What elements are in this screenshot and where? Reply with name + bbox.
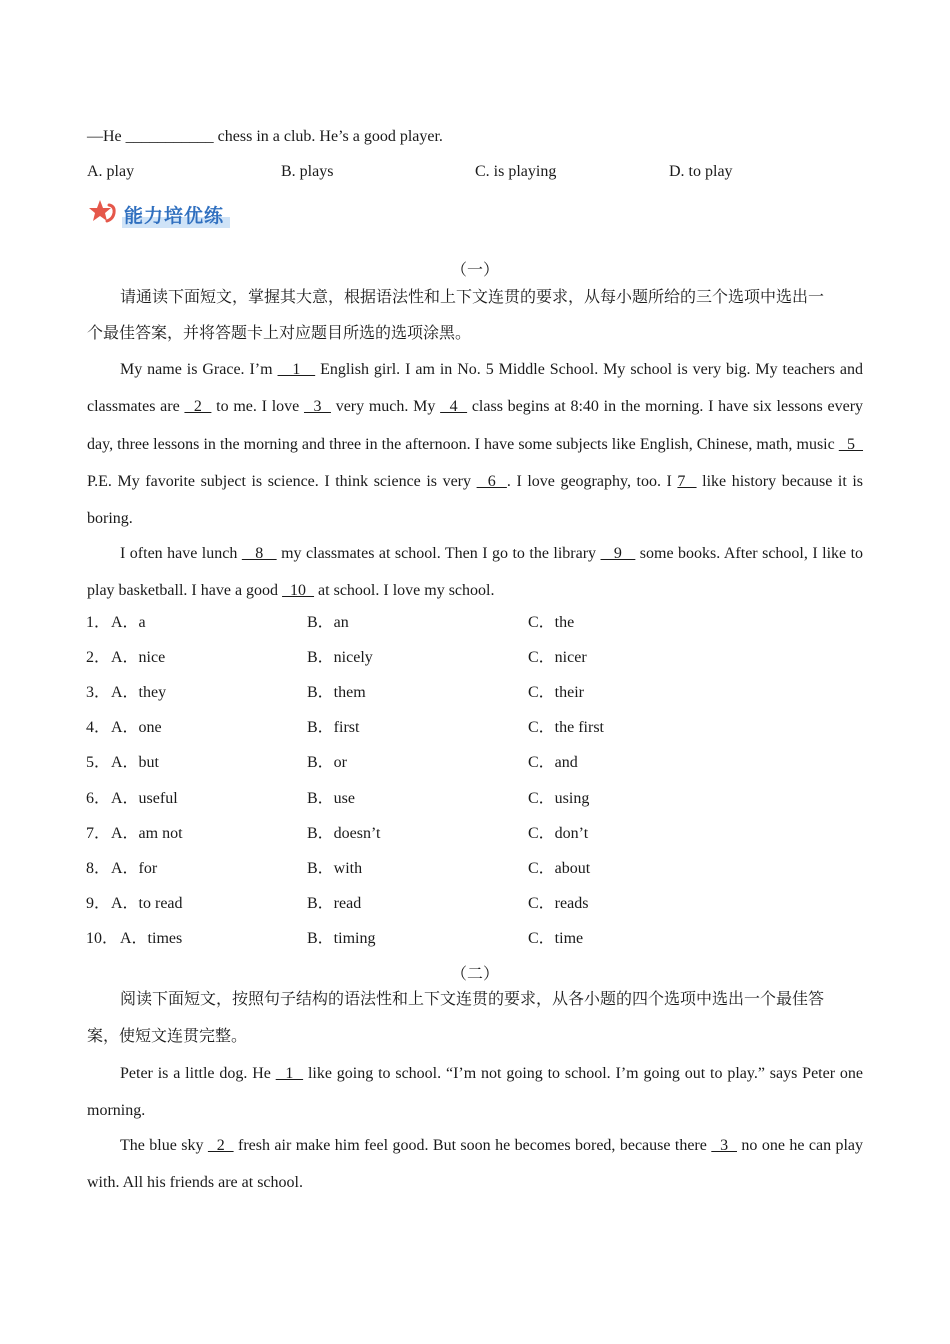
part1-p2-blank: 8	[241, 545, 277, 562]
part1-p1-blank: 4	[440, 398, 468, 416]
question-number: 9．	[86, 894, 111, 912]
question-option-c: C．reads	[528, 894, 589, 912]
question-option-a: A．am not	[111, 824, 183, 842]
question-option-c: C．nicer	[528, 649, 587, 667]
part2-p2-blank: 2	[207, 1137, 234, 1154]
question-option-c: C．the	[528, 614, 575, 631]
part1-p2-blank: 9	[600, 545, 636, 562]
question-option-b: B．them	[307, 684, 366, 702]
section-badge	[88, 199, 230, 229]
part1-paragraph1	[87, 351, 863, 537]
part2-instruction-line1: 阅读下面短文，按照句子结构的语法性和上下文连贯的要求，从各小题的四个选项中选出一个最佳答	[120, 991, 825, 1008]
part2-p1-text: like going to school. “I’m not going to school. I’m going out to play.” says Peter one morning.	[87, 1065, 864, 1119]
question-option-b: B．timing	[307, 929, 376, 947]
part1-p2-blank: 10	[282, 582, 315, 599]
question-option-b: B．an	[307, 614, 349, 631]
part2-p2-text: The blue sky	[120, 1137, 208, 1154]
question-option-b: B．read	[307, 894, 362, 912]
part1-p1-text: class begins at 8:40 in the morning. I have six lessons every day, three lessons in the morning and three in the afternoon. I have some subjects like English, Chinese, math, music	[87, 398, 864, 453]
part1-p2-text: I often have lunch	[120, 545, 242, 562]
part2-p1-text: Peter is a little dog. He	[120, 1065, 276, 1082]
question-number: 3．	[86, 684, 111, 702]
part1-p1-text: P.E. My favorite subject is science. I think science is very	[87, 472, 477, 490]
part1-heading: （一）	[450, 262, 499, 279]
question-number: 7．	[86, 824, 111, 842]
question-option-a: A．one	[111, 719, 162, 737]
part1-p1-blank: 2	[184, 398, 212, 416]
option-c: C. is playing	[475, 163, 557, 180]
part1-p1-blank: 3	[303, 398, 331, 416]
question-number: 1．	[86, 614, 111, 631]
question-option-a: A．times	[120, 929, 183, 947]
question-option-a: A．nice	[111, 649, 166, 667]
question-option-b: B．nicely	[307, 649, 373, 667]
question-option-b: B．with	[307, 859, 363, 877]
option-b: B. plays	[281, 163, 334, 180]
question-option-a: A．but	[111, 754, 160, 772]
part1-p2-text: at school. I love my school.	[314, 582, 495, 599]
part1-p2-text: my classmates at school. Then I go to the library	[276, 545, 601, 562]
question-option-c: C．and	[528, 754, 578, 772]
question-option-a: A．useful	[111, 789, 178, 807]
part1-p2-text: some books. After school, I like to play basketball. I have a good	[87, 545, 864, 599]
question-option-a: A．for	[111, 859, 158, 877]
star-icon	[88, 199, 118, 230]
part1-p1-text: English girl. I am in No. 5 Middle School. My school is very big. My teachers and classmates are	[87, 361, 864, 416]
part1-p1-text: very much. My	[330, 398, 441, 416]
question-number: 10．	[86, 929, 119, 947]
question-number: 6．	[86, 789, 111, 807]
part2-p2-text: no one he can play with. All his friends are at school.	[87, 1137, 864, 1191]
question-number: 5．	[86, 754, 111, 772]
part2-paragraph1	[87, 1055, 863, 1129]
part1-p1-blank: 7	[677, 472, 697, 490]
question-option-a: A．a	[111, 614, 146, 631]
question-option-c: C．time	[528, 929, 584, 947]
part1-instruction-line2: 个最佳答案，并将答题卡上对应题目所选的选项涂黑。	[87, 325, 472, 342]
section-title: 能力培优练	[122, 201, 230, 228]
part1-p1-text: My name is Grace. I’m	[120, 361, 278, 378]
part2-p1-blank: 1	[275, 1065, 304, 1082]
question-option-c: C．using	[528, 789, 590, 807]
option-d: D. to play	[669, 163, 733, 180]
question-number: 4．	[86, 719, 111, 737]
part1-p1-text: like history because it is boring.	[87, 472, 864, 528]
question-number: 8．	[86, 859, 111, 877]
part1-p1-text: . I love geography, too. I	[506, 472, 678, 490]
part1-p1-blank: 1	[277, 361, 316, 378]
question-option-c: C．about	[528, 859, 591, 877]
question-option-b: B．doesn’t	[307, 824, 381, 842]
part2-p2-text: fresh air make him feel good. But soon he becomes bored, because there	[233, 1137, 712, 1154]
part2-heading: （二）	[450, 966, 499, 983]
part1-p1-blank: 6	[476, 472, 507, 490]
part2-instruction-line2: 案，使短文连贯完整。	[87, 1028, 248, 1045]
option-a: A. play	[87, 163, 135, 180]
question-option-b: B．first	[307, 719, 360, 737]
part1-p1-blank: 5	[838, 435, 864, 453]
part1-p1-text: to me. I love	[211, 398, 304, 416]
question-option-b: B．use	[307, 789, 356, 807]
question-option-c: C．don’t	[528, 824, 589, 842]
part1-instruction-line1: 请通读下面短文，掌握其大意，根据语法性和上下文连贯的要求，从每小题所给的三个选项中选出一	[120, 289, 825, 306]
part2-paragraph2	[87, 1127, 863, 1201]
part2-p2-blank: 3	[711, 1137, 737, 1154]
question-option-c: C．the first	[528, 719, 604, 737]
question-option-a: A．to read	[111, 894, 183, 912]
question-number: 2．	[86, 649, 111, 667]
question-option-c: C．their	[528, 684, 584, 702]
question-stem: —He ___________ chess in a club. He’s a good player.	[87, 128, 443, 145]
part1-paragraph2	[87, 535, 863, 609]
question-option-a: A．they	[111, 684, 167, 702]
question-option-b: B．or	[307, 754, 348, 772]
